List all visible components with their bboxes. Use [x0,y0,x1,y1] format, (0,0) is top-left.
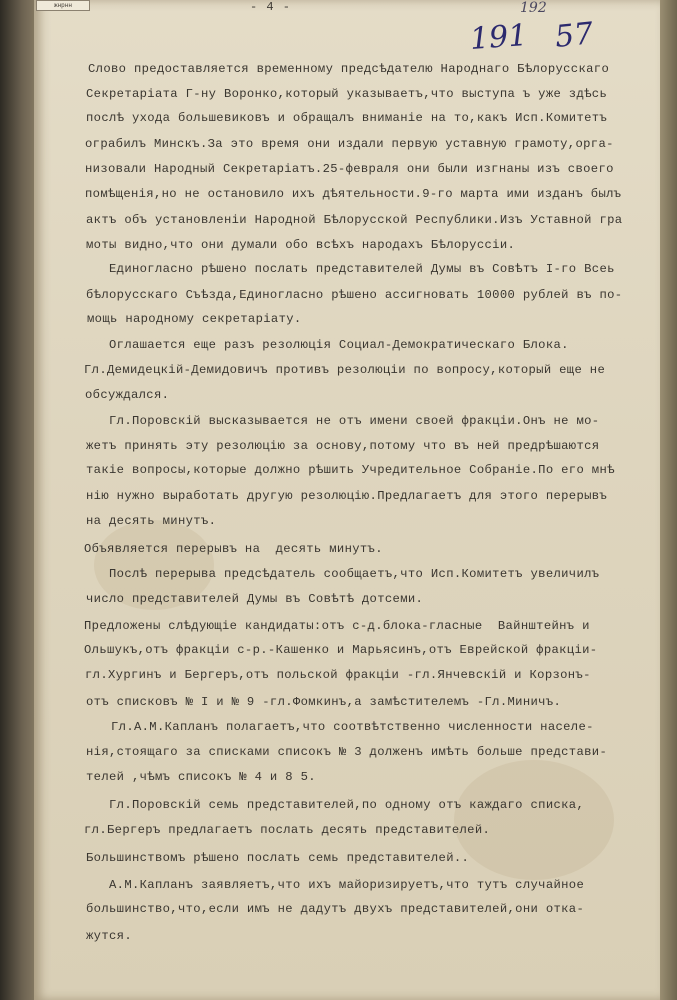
text-line: гл.Бергеръ предлагаетъ послать десять представителей. [84,823,491,837]
text-line: Гл.А.М.Капланъ полагаетъ,что соотвѣтственно численности населе- [88,720,594,734]
folio-number-handwritten: 191 [468,18,529,57]
text-line: Объявляется перерывъ на десять минутъ. [84,542,383,556]
text-line: А.М.Капланъ заявляетъ,что ихъ майоризируетъ,что тутъ случайное [86,878,585,892]
text-line: такіе вопросы,которые должно рѣшить Учредительное Собраніе.По его мнѣ [86,463,615,477]
text-line: Предложены слѣдующіе кандидаты:отъ с-д.блока-гласные Вайнштейнъ и [84,619,590,633]
paper-stain [454,760,614,880]
text-line: отъ списковъ № I и № 9 -гл.Фомкинъ,а замѣстителемъ -Гл.Миничъ. [86,695,562,709]
text-line: число представителей Думы въ Совѣтѣ дотсеми. [86,592,424,606]
text-line: послѣ ухода большевиковъ и обращалъ вниманіе на то,какъ Исп.Комитетъ [86,111,608,125]
text-line: моты видно,что они думали обо всѣхъ народахъ Бѣлоруссіи. [86,238,516,252]
text-line: Гл.Поровскій семь представителей,по одному отъ каждаго списка, [86,798,585,812]
text-line: нія,стоящаго за списками списокъ № 3 долженъ имѣть больше представи- [86,745,608,759]
previous-page-tab: жнрнн [36,0,90,11]
page-edge [660,0,677,1000]
text-line: Оглашается еще разъ резолюція Социал-Демократическаго Блока. [86,338,569,352]
text-line: Единогласно рѣшено послать представителей Думы въ Совѣтъ I-го Всеь [86,262,615,276]
text-line: мощь народному секретаріату. [87,312,302,326]
text-line: на десять минутъ. [86,514,217,528]
text-line: Большинствомъ рѣшено послать семь представителей.. [86,851,470,865]
text-line: жетъ принять эту резолюцію за основу,потому что въ ней предрѣшаются [86,439,600,453]
text-line: телей ,чѣмъ списокъ № 4 и 8 5. [86,770,316,784]
text-line: Гл.Демидецкій-Демидовичъ противъ резолюціи по вопросу,который еще не [84,363,606,377]
folio-number-handwritten-2: 57 [553,16,595,55]
text-line: Гл.Поровскій высказывается не отъ имени своей фракціи.Онъ не мо- [86,414,600,428]
text-line: актъ объ установленіи Народной Бѣлорусской Республики.Изъ Уставной гра [86,213,623,227]
text-line: большинство,что,если имъ не дадутъ двухъ представителей,они отка- [86,902,585,916]
text-line: бѣлорусскаго Съѣзда,Единогласно рѣшено ассигновать 10000 рублей въ по- [86,288,623,302]
text-line: жутся. [86,929,132,943]
folio-number-crossed: 192 [520,0,547,16]
text-line: низовали Народный Секретаріатъ.25-февраля они были изгнаны изъ своего [85,162,614,176]
text-line: гл.Хургинъ и Бергеръ,отъ польской фракціи -гл.Янчевскій и Корзонъ- [85,668,591,682]
text-line: Секретаріата Г-ну Воронко,который указываетъ,что выступа ъ уже здѣсь [86,87,608,101]
text-line: ограбилъ Минскъ.За это время они издали первую уставную грамоту,орга- [85,137,614,151]
text-line: помѣщенія,но не остановило ихъ дѣятельности.9-го марта ими изданъ былъ [85,187,622,201]
page-number: - 4 - [250,0,292,14]
text-line: Ольшукъ,отъ фракціи с-р.-Кашенко и Марьясинъ,отъ Еврейской фракціи- [84,643,598,657]
text-line: Слово предоставляется временному предсѣдателю Народнаго Бѣлорусскаго [88,62,610,76]
text-line: нію нужно выработать другую резолюцію.Предлагаетъ для этого перерывъ [86,489,608,503]
text-line: Послѣ перерыва предсѣдатель сообщаетъ,что Исп.Комитетъ увеличилъ [86,567,600,581]
text-line: обсуждался. [85,388,170,402]
